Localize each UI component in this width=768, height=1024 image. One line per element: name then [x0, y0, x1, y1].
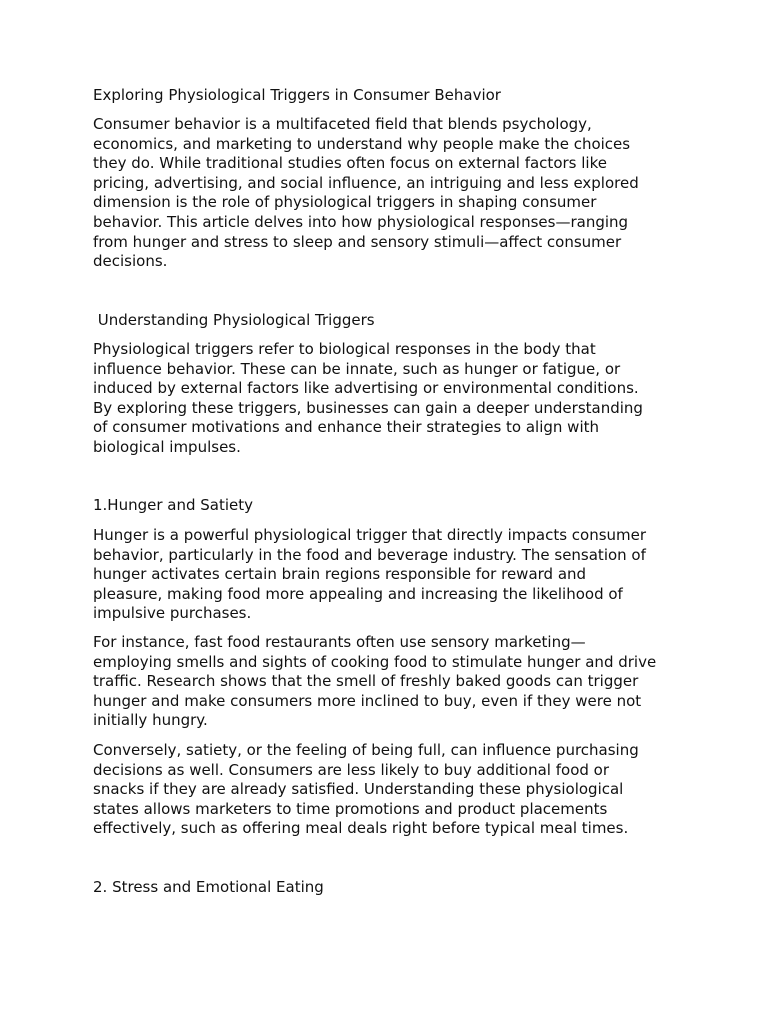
text-line: behavior, particularly in the food and beverage industry. The sensation of [93, 545, 646, 564]
document-title: Exploring Physiological Triggers in Consumer Behavior [93, 86, 501, 104]
text-line: they do. While traditional studies often focus on external factors like [93, 154, 607, 173]
text-line: traffic. Research shows that the smell of freshly baked goods can trigger [93, 672, 639, 691]
hunger-paragraph-1 [93, 526, 646, 624]
text-line: economics, and marketing to understand why people make the choices [93, 134, 631, 153]
section-heading-understanding: Understanding Physiological Triggers [93, 311, 375, 329]
text-line: from hunger and stress to sleep and sensory stimuli—affect consumer [93, 232, 622, 251]
text-line: dimension is the role of physiological triggers in shaping consumer [93, 193, 597, 212]
text-line: induced by external factors like advertising or environmental conditions. [93, 379, 639, 398]
text-line: snacks if they are already satisfied. Understanding these physiological [93, 780, 624, 799]
text-line: effectively, such as offering meal deals right before typical meal times. [93, 819, 629, 838]
intro-paragraph [93, 115, 639, 272]
text-line: Conversely, satiety, or the feeling of being full, can influence purchasing [93, 741, 639, 759]
text-line: decisions. [93, 252, 168, 271]
section-heading-stress: 2. Stress and Emotional Eating [93, 878, 324, 896]
text-line: hunger and make consumers more inclined to buy, even if they were not [93, 691, 642, 710]
text-line: initially hungry. [93, 711, 208, 730]
text-line: Hunger is a powerful physiological trigger that directly impacts consumer [93, 526, 647, 544]
text-line: By exploring these triggers, businesses can gain a deeper understanding [93, 398, 643, 417]
text-line: decisions as well. Consumers are less likely to buy additional food or [93, 760, 610, 779]
text-line: For instance, fast food restaurants often use sensory marketing— [93, 633, 586, 651]
text-line: Consumer behavior is a multifaceted field that blends psychology, [93, 115, 592, 133]
hunger-paragraph-3 [93, 741, 639, 839]
text-line: pleasure, making food more appealing and increasing the likelihood of [93, 584, 623, 603]
text-line: influence behavior. These can be innate, such as hunger or fatigue, or [93, 359, 621, 378]
text-line: hunger activates certain brain regions responsible for reward and [93, 565, 587, 584]
hunger-paragraph-2 [93, 633, 656, 731]
document-page [93, 0, 683, 1024]
text-line: states allows marketers to time promotions and product placements [93, 799, 608, 818]
text-line: of consumer motivations and enhance their strategies to align with [93, 418, 600, 437]
text-line: biological impulses. [93, 437, 241, 456]
text-line: behavior. This article delves into how physiological responses—ranging [93, 212, 629, 231]
section-heading-hunger: 1.Hunger and Satiety [93, 496, 254, 514]
text-line: employing smells and sights of cooking food to stimulate hunger and drive [93, 652, 657, 671]
understanding-paragraph [93, 340, 643, 458]
text-line: Physiological triggers refer to biological responses in the body that [93, 340, 596, 358]
text-line: pricing, advertising, and social influence, an intriguing and less explored [93, 173, 639, 192]
text-line: impulsive purchases. [93, 604, 252, 623]
